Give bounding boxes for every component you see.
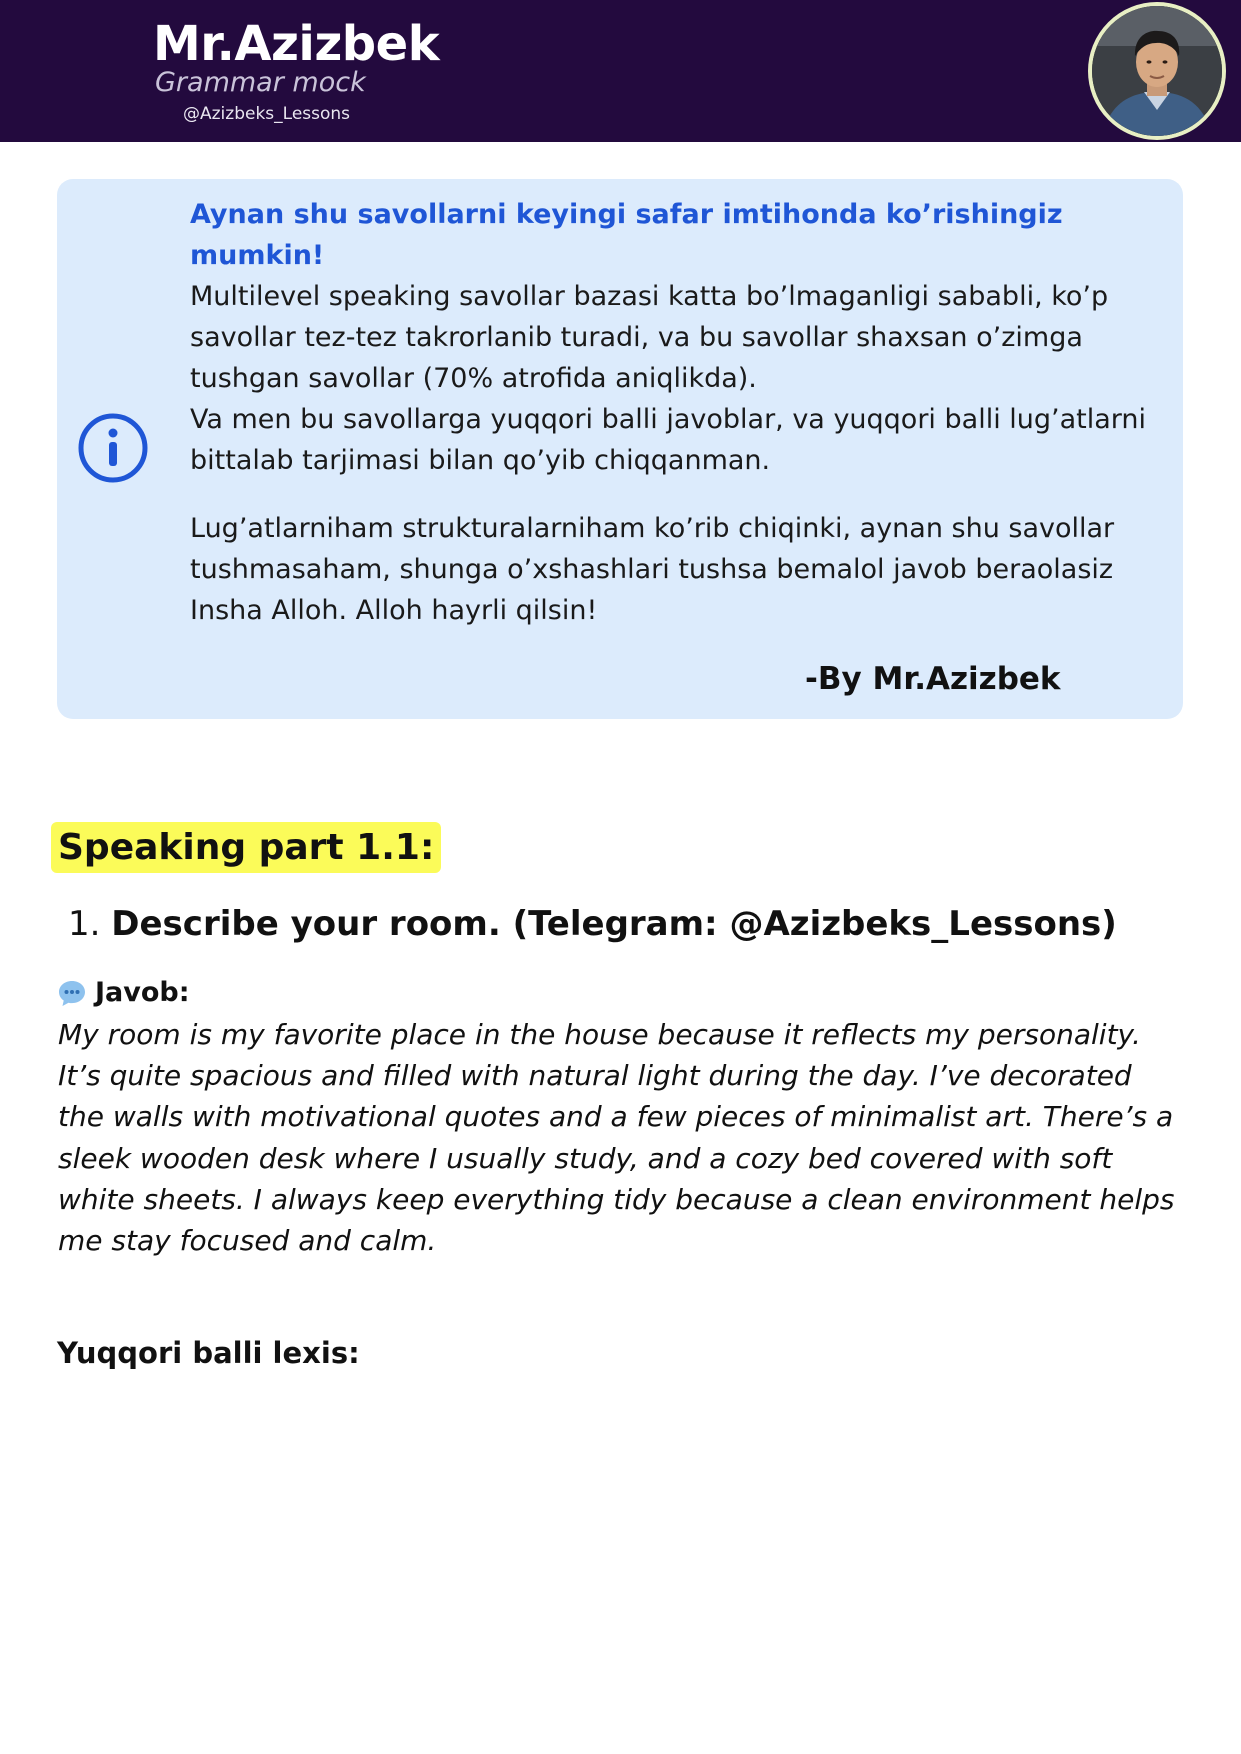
speech-bubble-icon: [57, 978, 87, 1008]
author-avatar: [1088, 2, 1226, 140]
lexis-heading: Yuqqori balli lexis:: [57, 1336, 360, 1370]
info-headline: Aynan shu savollarni keyingi safar imtihonda ko’rishingiz mumkin!: [190, 199, 1063, 271]
answer-label: [57, 975, 190, 1011]
question-number: 1.: [68, 904, 101, 944]
info-paragraph-3: Lug’atlarniham strukturalarniham ko’rib chiqinki, aynan shu savollar tushmasaham, shunga o’xshashlari tushsa bemalol javob beraolasiz Insha Alloh. Alloh hayrli qilsin!: [190, 513, 1115, 626]
brand-subtitle: Grammar mock: [155, 67, 366, 98]
answer-text: My room is my favorite place in the house because it reflects my personality. It’s quite spacious and filled with natural light during the day. I’ve decorated the walls with motivational quotes and a few pieces of minimalist art. There’s a sleek wooden desk where I usually study, and a cozy bed covered with soft white sheets. I always keep everything tidy because a clean environment helps me stay focused and calm.: [58, 1018, 1175, 1258]
brand-name: Mr.Azizbek: [153, 16, 440, 72]
page-header: [0, 0, 1241, 142]
info-intro-paragraph: [190, 194, 1175, 399]
question-text: Describe your room. (Telegram: @Azizbeks_Lessons): [111, 904, 1117, 944]
section-title: Speaking part 1.1:: [51, 822, 441, 873]
info-paragraph-2: Va men bu savollarga yuqqori balli javoblar, va yuqqori balli lug’atlarni bittalab tarjimasi bilan qo’yib chiqqanman.: [190, 404, 1147, 476]
person-icon: [1092, 6, 1222, 136]
question-item: [68, 900, 1218, 948]
info-icon: [77, 412, 149, 484]
brand-handle: @Azizbeks_Lessons: [183, 104, 351, 124]
info-paragraph-1: Multilevel speaking savollar bazasi katta bo’lmaganligi sababli, ko’p savollar tez-tez takrorlanib turadi, va bu savollar shaxsan o’zimga tushgan savollar (70% atrofida aniqlikda).: [190, 281, 1109, 394]
info-signature: -By Mr.Azizbek: [805, 661, 1061, 697]
answer-label-text: Javob:: [95, 977, 190, 1008]
